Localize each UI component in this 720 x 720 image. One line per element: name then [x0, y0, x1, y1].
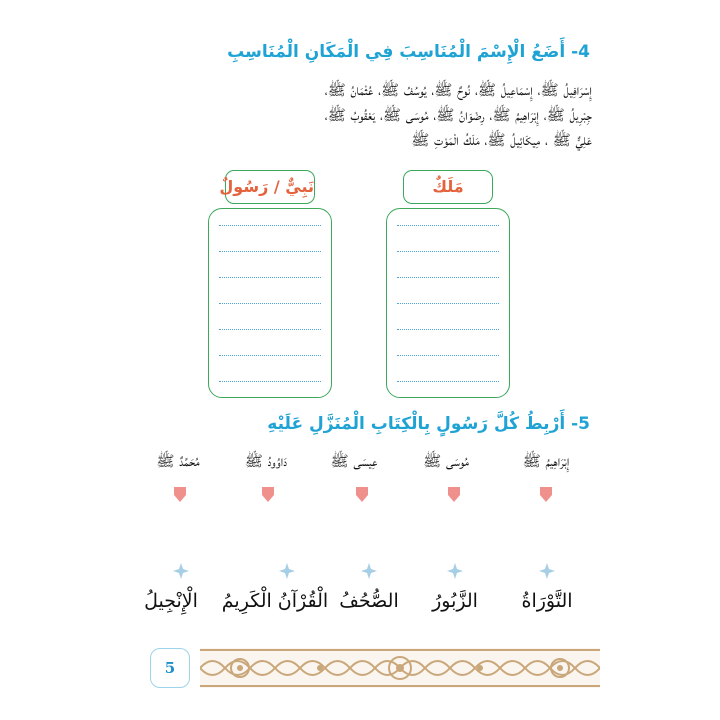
ornament-band-icon [200, 648, 600, 688]
book-tawrat: التَّوْرَاةُ [521, 590, 573, 612]
page-number: 5 [150, 648, 190, 688]
names-line: إِسْرَافِيلُ ﷺ، إِسْمَاعِيلُ ﷺ، نُوحٌ ﷺ، يُوسُفُ ﷺ، عُثْمَانُ ﷺ، [324, 81, 592, 99]
messenger-ibrahim: إِبْرَاهِيمُ ﷺ [522, 452, 570, 470]
exercise-5-heading: 5- أَرْبِطُ كُلَّ رَسُولٍ بِالْكِتَابِ الْمُنَزَّلِ عَلَيْهِ [267, 414, 590, 434]
answer-line[interactable] [397, 251, 499, 252]
exercise-4-heading: 4- أَضَعُ الْإِسْمَ الْمُنَاسِبَ فِي الْمَكَانِ الْمُنَاسِبِ [227, 42, 590, 62]
names-line: جِبْرِيلُ ﷺ، إِبْرَاهِيمُ ﷺ، رِضْوَانُ ﷺ، مُوسَى ﷺ، يَعْقُوبُ ﷺ، [324, 106, 592, 124]
connector-star-icon[interactable] [361, 563, 377, 579]
connector-shield-icon[interactable] [447, 486, 461, 503]
answer-line[interactable] [219, 277, 321, 278]
names-list [122, 78, 592, 153]
book-zabur: الزَّبُورُ [432, 590, 478, 612]
connector-shield-icon[interactable] [173, 486, 187, 503]
answer-line[interactable] [397, 225, 499, 226]
names-line: عَلِيٌّ ﷺ ، مِيكَائِيلُ ﷺ، مَلَكُ الْمَوْتِ ﷺ [411, 131, 592, 149]
connector-star-icon[interactable] [447, 563, 463, 579]
answer-line[interactable] [397, 381, 499, 382]
book-injil: الْإِنْجِيلُ [144, 590, 198, 612]
answer-line[interactable] [219, 251, 321, 252]
answer-line[interactable] [397, 277, 499, 278]
book-quran: الْقُرْآنُ الْكَرِيمُ [221, 590, 329, 612]
answer-line[interactable] [219, 381, 321, 382]
answer-line[interactable] [219, 225, 321, 226]
messenger-muhammad: مُحَمَّدٌ ﷺ [156, 452, 200, 470]
connector-star-icon[interactable] [173, 563, 189, 579]
angel-tab: مَلَكٌ [403, 170, 493, 204]
connector-star-icon[interactable] [279, 563, 295, 579]
answer-line[interactable] [397, 303, 499, 304]
angel-answer-box[interactable] [386, 208, 510, 398]
messenger-isa: عِيسَى ﷺ [330, 452, 378, 470]
book-suhuf: الصُّحُفُ [339, 590, 399, 612]
answer-line[interactable] [397, 329, 499, 330]
messenger-musa: مُوسَى ﷺ [423, 452, 469, 470]
prophet-tab: نَبِيٌّ / رَسُولٌ [225, 170, 315, 204]
answer-line[interactable] [219, 303, 321, 304]
prophet-answer-box[interactable] [208, 208, 332, 398]
connector-star-icon[interactable] [539, 563, 555, 579]
connector-shield-icon[interactable] [355, 486, 369, 503]
answer-line[interactable] [397, 355, 499, 356]
connector-shield-icon[interactable] [539, 486, 553, 503]
answer-line[interactable] [219, 329, 321, 330]
connector-shield-icon[interactable] [261, 486, 275, 503]
answer-line[interactable] [219, 355, 321, 356]
messenger-dawud: دَاوُودُ ﷺ [244, 452, 288, 470]
